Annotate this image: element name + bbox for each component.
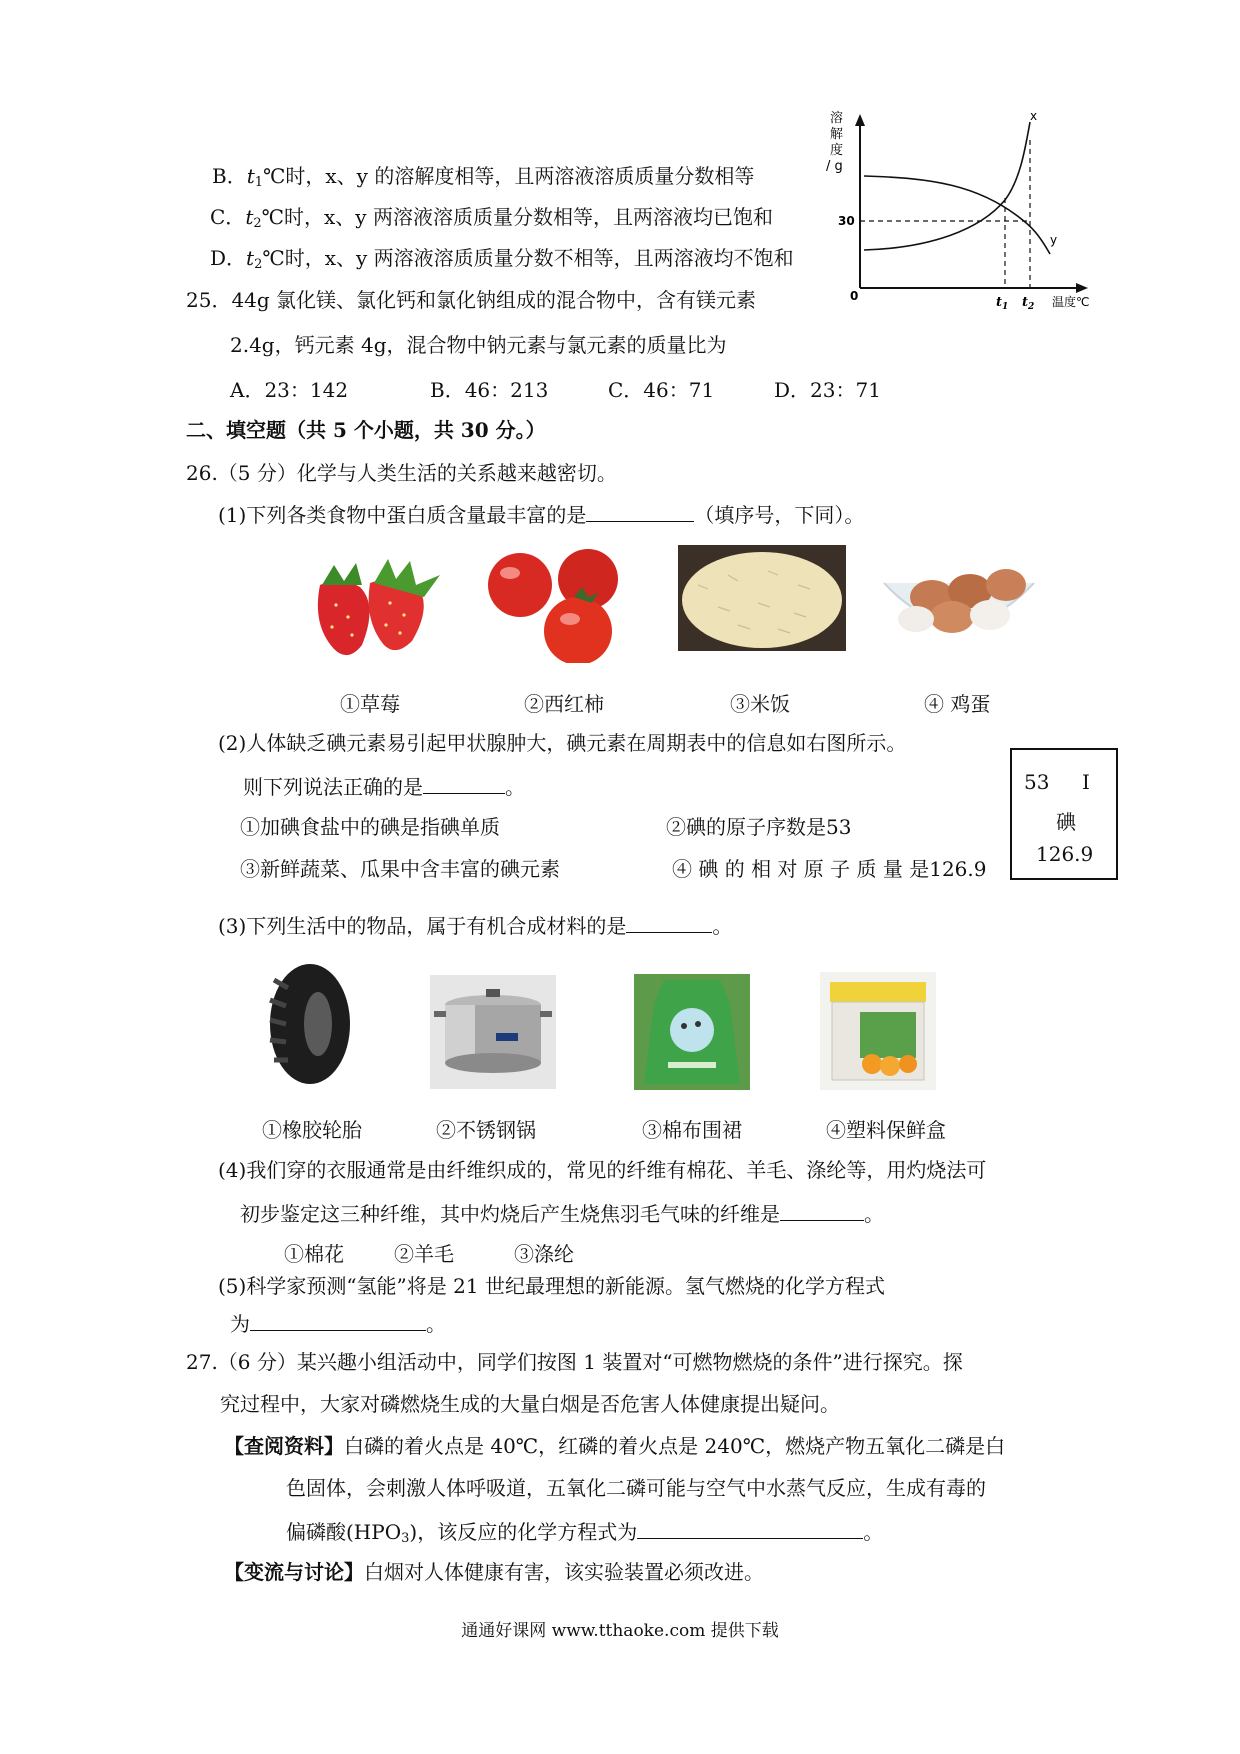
rice-image	[678, 545, 846, 651]
q26-part4-option-3: ③涤纶	[514, 1242, 574, 1266]
q26-part2-option-1: ①加碘食盐中的碘是指碘单质	[240, 815, 500, 839]
part3-text-end: 。	[712, 914, 733, 938]
y-label-char: 度	[830, 143, 844, 158]
food-caption-3: ③米饭	[730, 692, 790, 716]
tomato-image	[478, 545, 643, 663]
food-caption-2: ②西红柿	[524, 692, 604, 716]
t-subscript: 2	[254, 257, 263, 272]
q26-part4-option-1: ①棉花	[284, 1242, 344, 1266]
stainless-pot-image	[430, 975, 556, 1089]
x-axis-arrow	[1076, 283, 1088, 293]
answer-blank[interactable]	[250, 1312, 426, 1331]
t2-label: $t_2$	[1022, 295, 1035, 310]
food-caption-1: ①草莓	[340, 692, 400, 716]
strawberry-image	[300, 545, 460, 663]
part2-text-end: 。	[505, 775, 525, 799]
option-text: ℃时，x、y 两溶液溶质质量分数相等，且两溶液均已饱和	[261, 205, 773, 229]
q27-reference-line1	[224, 1436, 1005, 1456]
t-subscript: 1	[254, 175, 264, 190]
answer-blank[interactable]	[780, 1202, 864, 1221]
q24-option-c	[210, 207, 773, 230]
part5-text-end: 。	[426, 1312, 446, 1336]
page-footer: 通通好课网 www.tthaoke.com 提供下载	[461, 1621, 779, 1641]
q26-part5-line2	[230, 1312, 446, 1334]
q26-part4-line2	[240, 1202, 884, 1224]
q26-part2-option-4: ④ 碘 的 相 对 原 子 质 量 是126.9	[672, 857, 987, 881]
discussion-text: 白烟对人体健康有害，该实验装置必须改进。	[364, 1560, 764, 1584]
reference-tag: 【查阅资料】	[224, 1434, 344, 1458]
answer-blank[interactable]	[637, 1520, 863, 1539]
part5-text: 为	[230, 1312, 250, 1336]
q24-option-b	[212, 166, 754, 189]
q25-line1: 25．44g 氯化镁、氯化钙和氯化钠组成的混合物中，含有镁元素	[186, 288, 757, 312]
q27-line1: 27.（6 分）某兴趣小组活动中，同学们按图 1 装置对“可燃物燃烧的条件”进行探究。探	[186, 1350, 963, 1374]
element-symbol: I	[1082, 770, 1090, 794]
tire-image	[258, 960, 362, 1090]
reference-text: )，该反应的化学方程式为	[409, 1520, 638, 1544]
y-tick-label: 30	[838, 214, 855, 228]
item-caption-3: ③棉布围裙	[642, 1118, 742, 1142]
q25-option-c: C．46：71	[608, 378, 715, 402]
t-symbol: t	[245, 205, 254, 229]
q26-part4-line1: (4)我们穿的衣服通常是由纤维织成的，常见的纤维有棉花、羊毛、涤纶等，用灼烧法可	[218, 1158, 987, 1182]
reference-text-end: 。	[863, 1520, 884, 1544]
x-axis-label: 温度℃	[1052, 295, 1090, 309]
answer-blank[interactable]	[626, 914, 712, 933]
food-caption-4: ④ 鸡蛋	[924, 692, 991, 716]
q26-part2-option-3: ③新鲜蔬菜、瓜果中含丰富的碘元素	[240, 857, 560, 881]
part1-text-end: （填序号，下同）。	[694, 503, 865, 527]
q26-part3	[218, 914, 732, 936]
item-caption-1: ①橡胶轮胎	[262, 1118, 362, 1142]
eggs-image	[874, 543, 1044, 651]
q25-option-a: A．23：142	[230, 378, 349, 402]
section-heading: 二、填空题（共 5 个小题，共 30 分。）	[186, 418, 546, 442]
q25-line2: 2.4g，钙元素 4g，混合物中钠元素与氯元素的质量比为	[230, 333, 727, 357]
discussion-tag: 【变流与讨论】	[224, 1560, 364, 1584]
solubility-chart	[820, 100, 1120, 310]
q26-stem: 26.（5 分）化学与人类生活的关系越来越密切。	[186, 461, 617, 485]
option-letter: C．	[210, 205, 246, 229]
cotton-apron-image	[634, 974, 750, 1090]
option-text: ℃时，x、y 的溶解度相等，且两溶液溶质质量分数相等	[263, 164, 755, 188]
curve-x	[864, 122, 1030, 250]
option-letter: D．	[210, 246, 247, 270]
part3-text: (3)下列生活中的物品，属于有机合成材料的是	[218, 914, 627, 938]
option-text: ℃时，x、y 两溶液溶质质量分数不相等，且两溶液均不饱和	[262, 246, 794, 270]
plastic-box-image	[820, 972, 936, 1090]
formula-subscript: 3	[401, 1531, 410, 1546]
answer-blank[interactable]	[423, 775, 505, 794]
curve-x-label: x	[1030, 109, 1038, 123]
y-label-char: 解	[830, 127, 844, 142]
q26-part2-line1: (2)人体缺乏碘元素易引起甲状腺肿大，碘元素在周期表中的信息如右图所示。	[218, 731, 907, 755]
t-subscript: 2	[253, 216, 262, 231]
q26-part2-option-2: ②碘的原子序数是53	[666, 815, 852, 839]
y-label-char: / g	[826, 159, 843, 174]
element-card-iodine	[1010, 748, 1118, 880]
q26-part5-line1: (5)科学家预测“氢能”将是 21 世纪最理想的新能源。氢气燃烧的化学方程式	[218, 1274, 885, 1298]
q26-part4-option-2: ②羊毛	[394, 1242, 454, 1266]
y-axis-arrow	[855, 114, 865, 126]
q25-option-b: B．46：213	[430, 378, 549, 402]
q27-reference-line3	[286, 1520, 883, 1545]
y-label-char: 溶	[830, 111, 844, 126]
item-caption-2: ②不锈钢锅	[436, 1118, 536, 1142]
answer-blank[interactable]	[586, 503, 694, 522]
part2-text: 则下列说法正确的是	[243, 775, 423, 799]
part4-text: 初步鉴定这三种纤维，其中灼烧后产生烧焦羽毛气味的纤维是	[240, 1202, 780, 1226]
reference-text: 白磷的着火点是 40℃，红磷的着火点是 240℃，燃烧产物五氧化二磷是白	[344, 1434, 1006, 1458]
q27-discussion	[224, 1562, 764, 1582]
part4-text-end: 。	[864, 1202, 884, 1226]
atomic-number: 53	[1024, 770, 1050, 794]
q24-option-d	[210, 248, 794, 271]
atomic-mass: 126.9	[1036, 842, 1094, 866]
reference-text: 偏磷酸(HPO	[286, 1520, 402, 1544]
curve-y-label: y	[1050, 233, 1058, 247]
q26-part1	[218, 503, 864, 525]
q27-line2: 究过程中，大家对磷燃烧生成的大量白烟是否危害人体健康提出疑问。	[220, 1392, 840, 1416]
t-symbol: t	[246, 246, 255, 270]
option-letter: B．	[212, 164, 247, 188]
t-symbol: t	[246, 164, 255, 188]
t1-label: $t_1$	[996, 295, 1009, 310]
q25-option-d: D．23：71	[774, 378, 881, 402]
curve-y	[864, 176, 1050, 254]
element-name: 碘	[1056, 810, 1076, 834]
q26-part2-line2	[243, 775, 525, 797]
q27-reference-line2: 色固体，会刺激人体呼吸道，五氧化二磷可能与空气中水蒸气反应，生成有毒的	[286, 1476, 986, 1500]
part1-text: (1)下列各类食物中蛋白质含量最丰富的是	[218, 503, 587, 527]
origin-label: 0	[850, 289, 859, 303]
item-caption-4: ④塑料保鲜盒	[826, 1118, 946, 1142]
